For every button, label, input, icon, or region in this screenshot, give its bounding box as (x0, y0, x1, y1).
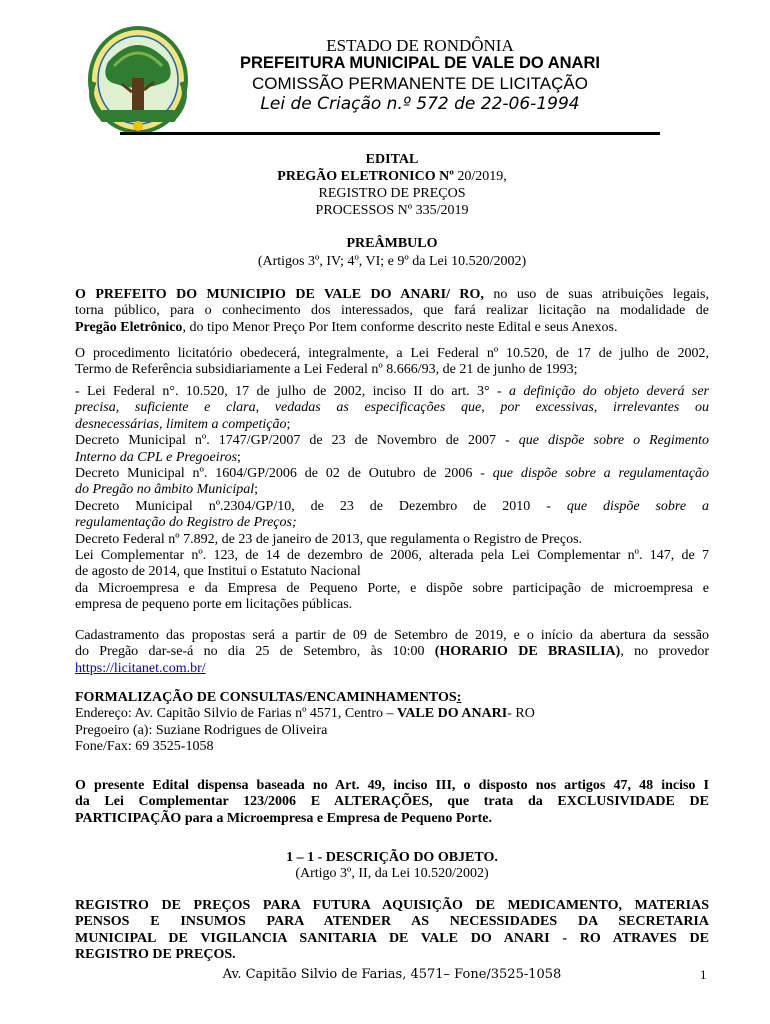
decree-1-end: ; (237, 449, 241, 465)
decree-4-text: Decreto Federal nº 7.892, de 23 de janeiro de 2013, que regulamenta o Registro de Preços. (75, 531, 583, 547)
intro-line-2: torna público, para o conhecimento dos interessados, que fará realizar licitação na modalidade de (75, 303, 709, 319)
law-1-italic-3: desnecessárias, limitem a competição (75, 416, 287, 432)
municipal-coat-of-arms-icon (78, 22, 198, 138)
exclusive-line-1: O presente Edital dispensa baseada no Art. 49, inciso III, o disposto nos artigos 47, 48 inciso I (75, 778, 709, 793)
law-1-text: - Lei Federal n°. 10.520, 17 de julho de 2002, inciso II do art. 3° - (75, 384, 509, 399)
decree-2-italic-2: do Pregão no âmbito Municipal (75, 482, 255, 498)
object-line-3: MUNICIPAL DE VIGILANCIA SANITARIA DE VALE DO ANARI - RO ATRAVES DE (75, 930, 709, 946)
decree-3-italic: que dispõe sobre a (566, 498, 709, 514)
contact-city: VALE DO ANARI (397, 706, 508, 722)
cadastro-line-2: do Pregão dar-se-á no dia 25 de Setembro, às 10:00 (75, 644, 435, 660)
contact-fone: Fone/Fax: 69 3525-1058 (75, 739, 214, 755)
object-line-4: REGISTRO DE PREÇOS. (75, 947, 236, 963)
decree-1-italic: que dispõe sobre o Regimento (518, 433, 710, 449)
cadastro-time-zone: (HORARIO DE BRASILIA) (434, 644, 621, 660)
decree-3-text: Decreto Municipal nº.2304/GP/10, de 23 de Dezembro de 2010 - (75, 498, 567, 514)
laws-list (75, 384, 709, 614)
licitanet-link[interactable]: https://licitanet.com.br/ (75, 660, 206, 676)
decree-1-text: Decreto Municipal nº. 1747/GP/2007 de 23 de Novembro de 2007 - (75, 433, 519, 449)
procedimento-paragraph (75, 346, 709, 379)
intro-modality: Pregão Eletrônico (75, 319, 183, 335)
intro-line-1: no uso de suas atribuições legais, (483, 287, 709, 302)
header-prefecture: PREFEITURA MUNICIPAL DE VALE DO ANARI (240, 54, 600, 72)
registro-line: REGISTRO DE PREÇOS (318, 186, 466, 201)
contact-section (75, 690, 709, 756)
contact-heading-end: : (456, 690, 462, 705)
contact-state: - RO (507, 706, 535, 722)
footer-address: Av. Capitão Silvio de Farias, 4571– Fone/3525-1058 (222, 967, 562, 982)
exclusive-line-2: da Lei Complementar 123/2006 E ALTERAÇÕES, que trata da EXCLUSIVIDADE DE (75, 794, 709, 810)
procedimento-line-2: Termo de Referência subsidiariamente a Lei Federal nº 8.666/93, de 21 de junho de 1993; (75, 362, 578, 378)
contact-address: Endereço: Av. Capitão Silvio de Farias nº 4571, Centro – (75, 706, 398, 722)
exclusive-line-3: PARTICIPAÇÃO para a Microempresa e Empresa de Pequeno Porte. (75, 810, 492, 826)
intro-line-3: , do tipo Menor Preço Por Item conforme descrito neste Edital e seus Anexos. (182, 319, 618, 335)
header-law: Lei de Criação n.º 572 de 22-06-1994 (260, 94, 580, 114)
contact-pregoeiro: Pregoeiro (a): Suziane Rodrigues de Oliveira (75, 722, 328, 738)
object-line-2: PENSOS E INSUMOS PARA ATENDER AS NECESSIDADES DA SECRETARIA (75, 914, 709, 930)
header-state: ESTADO DE RONDÔNIA (326, 36, 514, 55)
lc-line-4: empresa de pequeno porte em licitações públicas. (75, 597, 353, 613)
decree-2-text: Decreto Municipal nº. 1604/GP/2006 de 02 de Outubro de 2006 - (75, 466, 493, 482)
contact-heading: FORMALIZAÇÃO DE CONSULTAS/ENCAMINHAMENTOS (75, 690, 457, 705)
lc-line-3: da Microempresa e da Empresa de Pequeno Porte, e dispõe sobre participação de microempresa e (75, 580, 709, 596)
object-line-1: REGISTRO DE PREÇOS PARA FUTURA AQUISIÇÃO DE MEDICAMENTO, MATERIAS (75, 898, 709, 913)
decree-3-italic-2: regulamentação do Registro de Preços; (75, 515, 297, 531)
preambulo-articles: (Artigos 3º, IV; 4º, VI; e 9º da Lei 10.520/2002) (257, 254, 527, 269)
decree-2-italic: que dispõe sobre a regulamentação (492, 466, 709, 482)
law-1-end: ; (286, 416, 291, 432)
cadastro-line-2-end: , no provedor (620, 644, 709, 660)
object-paragraph (75, 898, 709, 964)
cadastro-paragraph (75, 628, 709, 677)
processos-line: PROCESSOS Nº 335/2019 (315, 203, 469, 218)
intro-paragraph (75, 287, 709, 336)
edital-title: EDITAL (365, 152, 419, 167)
preambulo-heading: PREÂMBULO (346, 236, 438, 251)
decree-1-italic-2: Interno da CPL e Pregoeiros (75, 449, 238, 465)
exclusive-paragraph (75, 778, 709, 827)
intro-bold-lead: O PREFEITO DO MUNICIPIO DE VALE DO ANARI/ RO, (75, 287, 484, 302)
decree-2-end: ; (254, 482, 259, 498)
pregao-number: 20/2019, (453, 169, 507, 184)
pregao-line (75, 169, 709, 185)
law-1-italic: a definição do objeto deverá ser (508, 384, 709, 399)
page-number: 1 (700, 967, 707, 982)
cadastro-line-1: Cadastramento das propostas será a partir de 09 de Setembro de 2019, e o início da abertura da sessão (75, 628, 709, 643)
pregao-label: PREGÃO ELETRONICO Nº (277, 169, 454, 184)
law-1-italic-2: precisa, suficiente e clara, vedadas as especificações que, por excessivas, irrelevantes ou (75, 400, 709, 416)
procedimento-line-1: O procedimento licitatório obedecerá, integralmente, a Lei Federal nº 10.520, de 17 de julho de 2002, (75, 346, 709, 361)
header-divider (120, 132, 660, 135)
header-commission: COMISSÃO PERMANENTE DE LICITAÇÃO (252, 74, 588, 93)
lc-line-1: Lei Complementar nº. 123, de 14 de dezembro de 2006, alterada pela Lei Complementar nº. 147, de 7 (75, 548, 709, 564)
lc-line-2: de agosto de 2014, que Institui o Estatuto Nacional (75, 564, 361, 580)
section-1-sub: (Artigo 3º, II, da Lei 10.520/2002) (295, 866, 489, 881)
section-1-heading: 1 – 1 - DESCRIÇÃO DO OBJETO. (286, 850, 498, 865)
